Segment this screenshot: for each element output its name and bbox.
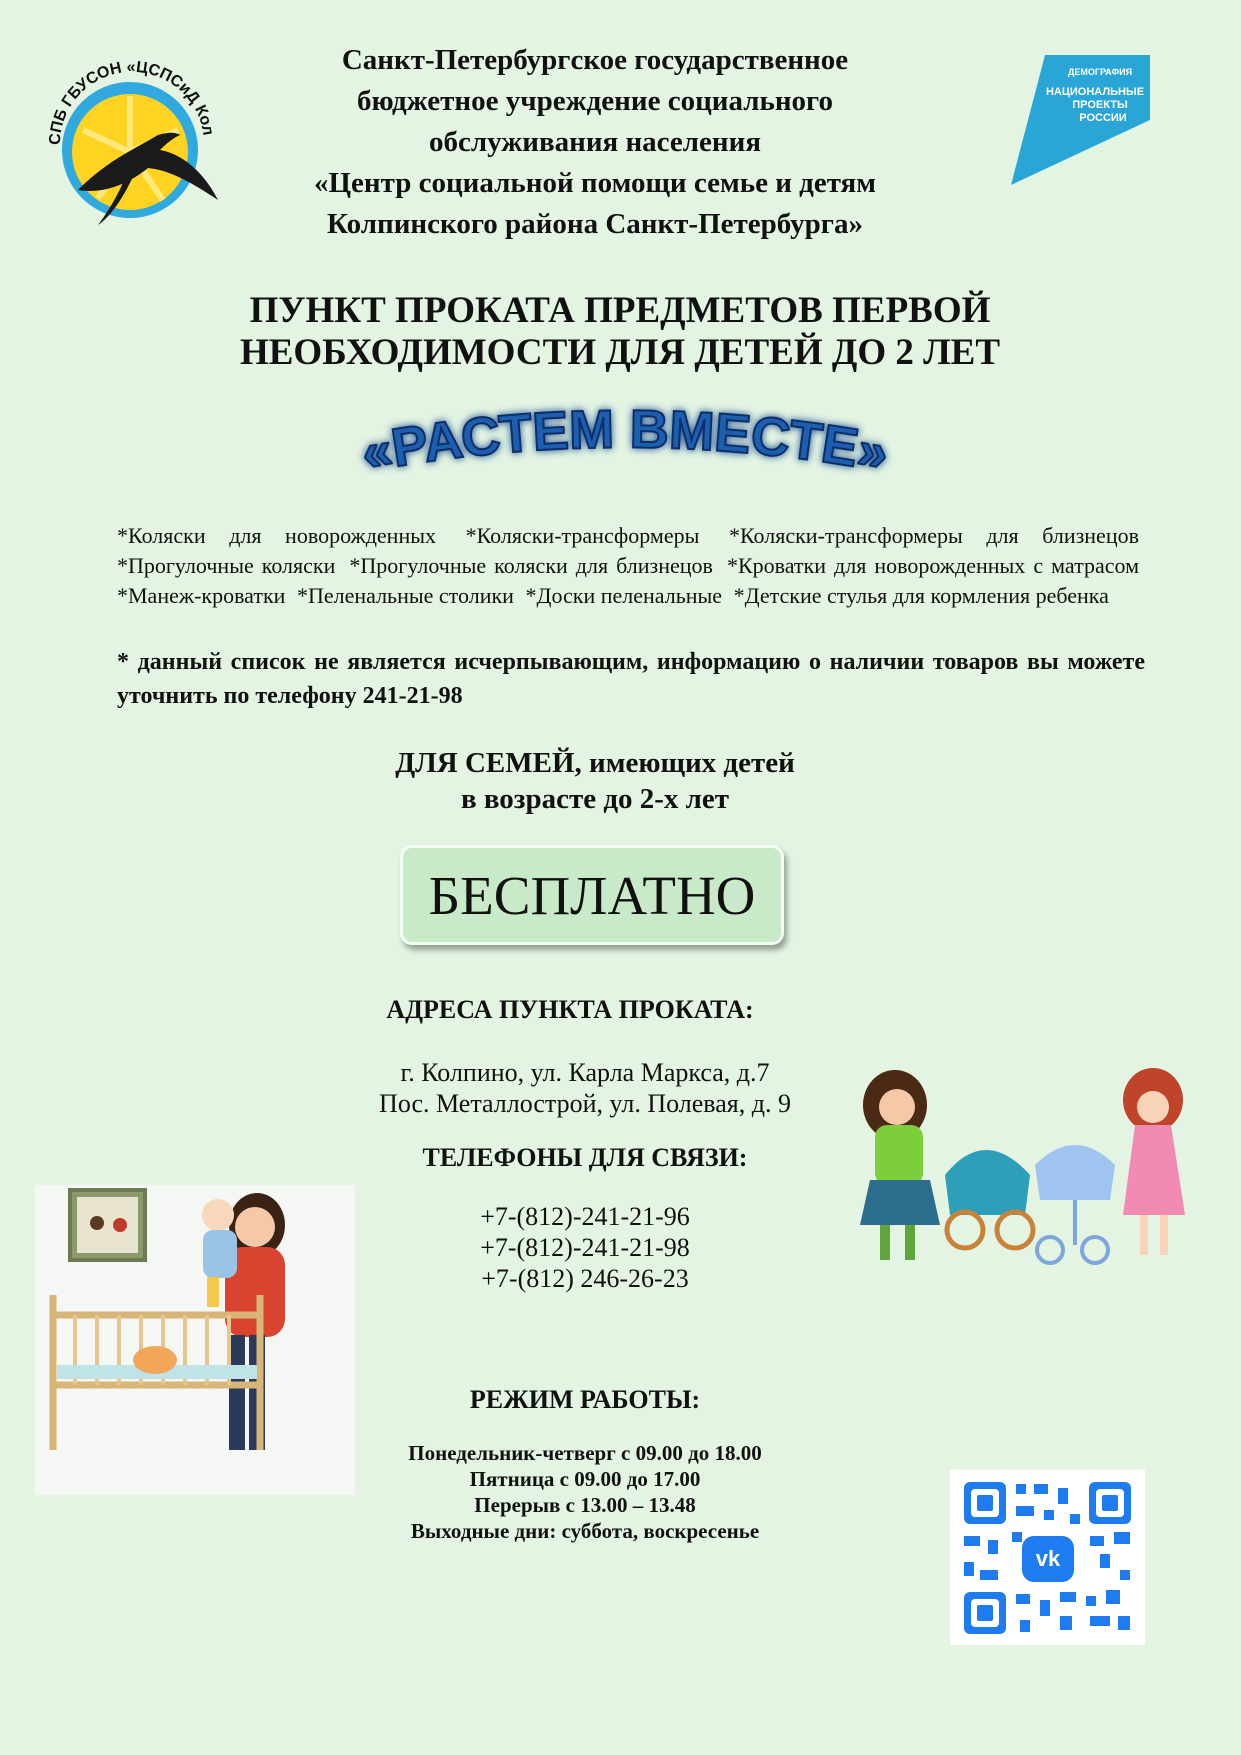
hours-item: Перерыв с 13.00 – 13.48	[474, 1493, 696, 1517]
list-item: *Прогулочные коляски	[117, 553, 336, 578]
organization-name	[250, 40, 940, 245]
list-item: *Манеж-кроватки	[117, 583, 286, 608]
logo-line-4: РОССИИ	[1079, 112, 1127, 124]
addresses-list	[300, 1057, 870, 1119]
phone-item: +7-(812) 246-26-23	[481, 1264, 689, 1293]
logo-text: СПБ ГБУСОН «ЦСПСиД Кол	[46, 58, 217, 146]
hours-list	[330, 1440, 840, 1544]
list-item: *Детские стулья для кормления ребенка	[733, 583, 1109, 608]
title-line-1: ПУНКТ ПРОКАТА ПРЕДМЕТОВ ПЕРВОЙ	[249, 290, 991, 331]
org-line: обслуживания населения	[428, 126, 762, 158]
slogan-text: «РАСТЕМ ВМЕСТЕ»	[356, 400, 894, 484]
mothers-strollers-illustration	[835, 1065, 1205, 1275]
logo-line-3: ПРОЕКТЫ	[1072, 99, 1128, 111]
list-item: *Коляски-трансформеры	[465, 523, 700, 548]
organization-logo	[38, 40, 223, 225]
logo-line-1: ДЕМОГРАФИЯ	[1067, 67, 1133, 77]
phone-item: +7-(812)-241-21-98	[480, 1233, 690, 1262]
phones-title: ТЕЛЕФОНЫ ДЛЯ СВЯЗИ:	[422, 1143, 748, 1172]
address-item: Пос. Металлострой, ул. Полевая, д. 9	[379, 1089, 791, 1118]
vk-qr-code-icon[interactable]	[950, 1470, 1145, 1645]
list-item: *Коляски для новорожденных	[117, 523, 437, 548]
list-item: *Кроватки для новорожденных с матрасом	[726, 553, 1140, 578]
hours-item: Понедельник-четверг с 09.00 до 18.00	[408, 1441, 762, 1465]
list-item: *Прогулочные коляски для близнецов	[349, 553, 713, 578]
hours-item: Выходные дни: суббота, воскресенье	[410, 1519, 760, 1543]
national-projects-logo	[1005, 50, 1155, 190]
svg-text:«РАСТЕМ ВМЕСТЕ»	[357, 400, 893, 484]
phones-list	[385, 1201, 785, 1294]
items-list	[117, 521, 1145, 611]
target-families	[320, 745, 870, 817]
org-line: бюджетное учреждение социального	[356, 85, 834, 117]
org-line: Колпинского района Санкт-Петербурга»	[327, 208, 863, 240]
mother-baby-crib-illustration	[35, 1185, 355, 1495]
svg-text:vk: vk	[1035, 1546, 1061, 1571]
org-line: Санкт-Петербургское государственное	[341, 44, 849, 76]
title-line-2: НЕОБХОДИМОСТИ ДЛЯ ДЕТЕЙ ДО 2 ЛЕТ	[239, 332, 1001, 373]
list-note: * данный список не является исчерпывающим, информацию о наличии товаров вы можете уточнить по телефону 241-21-98	[117, 649, 1145, 709]
hours-item: Пятница с 09.00 до 17.00	[469, 1467, 701, 1491]
list-item: *Коляски-трансформеры для близнецов	[728, 523, 1139, 548]
families-line-1: ДЛЯ СЕМЕЙ, имеющих детей	[395, 747, 795, 779]
free-badge: БЕСПЛАТНО	[400, 845, 784, 945]
hours-title: РЕЖИМ РАБОТЫ:	[469, 1385, 701, 1414]
phone-item: +7-(812)-241-21-96	[480, 1202, 690, 1231]
logo-line-2: НАЦИОНАЛЬНЫЕ	[1045, 86, 1145, 98]
list-item: *Пеленальные столики	[296, 583, 514, 608]
address-item: г. Колпино, ул. Карла Маркса, д.7	[400, 1058, 770, 1087]
org-line: «Центр социальной помощи семье и детям	[313, 167, 877, 199]
list-item: *Доски пеленальные	[525, 583, 723, 608]
addresses-title: АДРЕСА ПУНКТА ПРОКАТА:	[386, 995, 754, 1024]
families-line-2: в возрасте до 2-х лет	[460, 783, 730, 815]
slogan	[300, 400, 950, 500]
page-title	[160, 290, 1080, 374]
